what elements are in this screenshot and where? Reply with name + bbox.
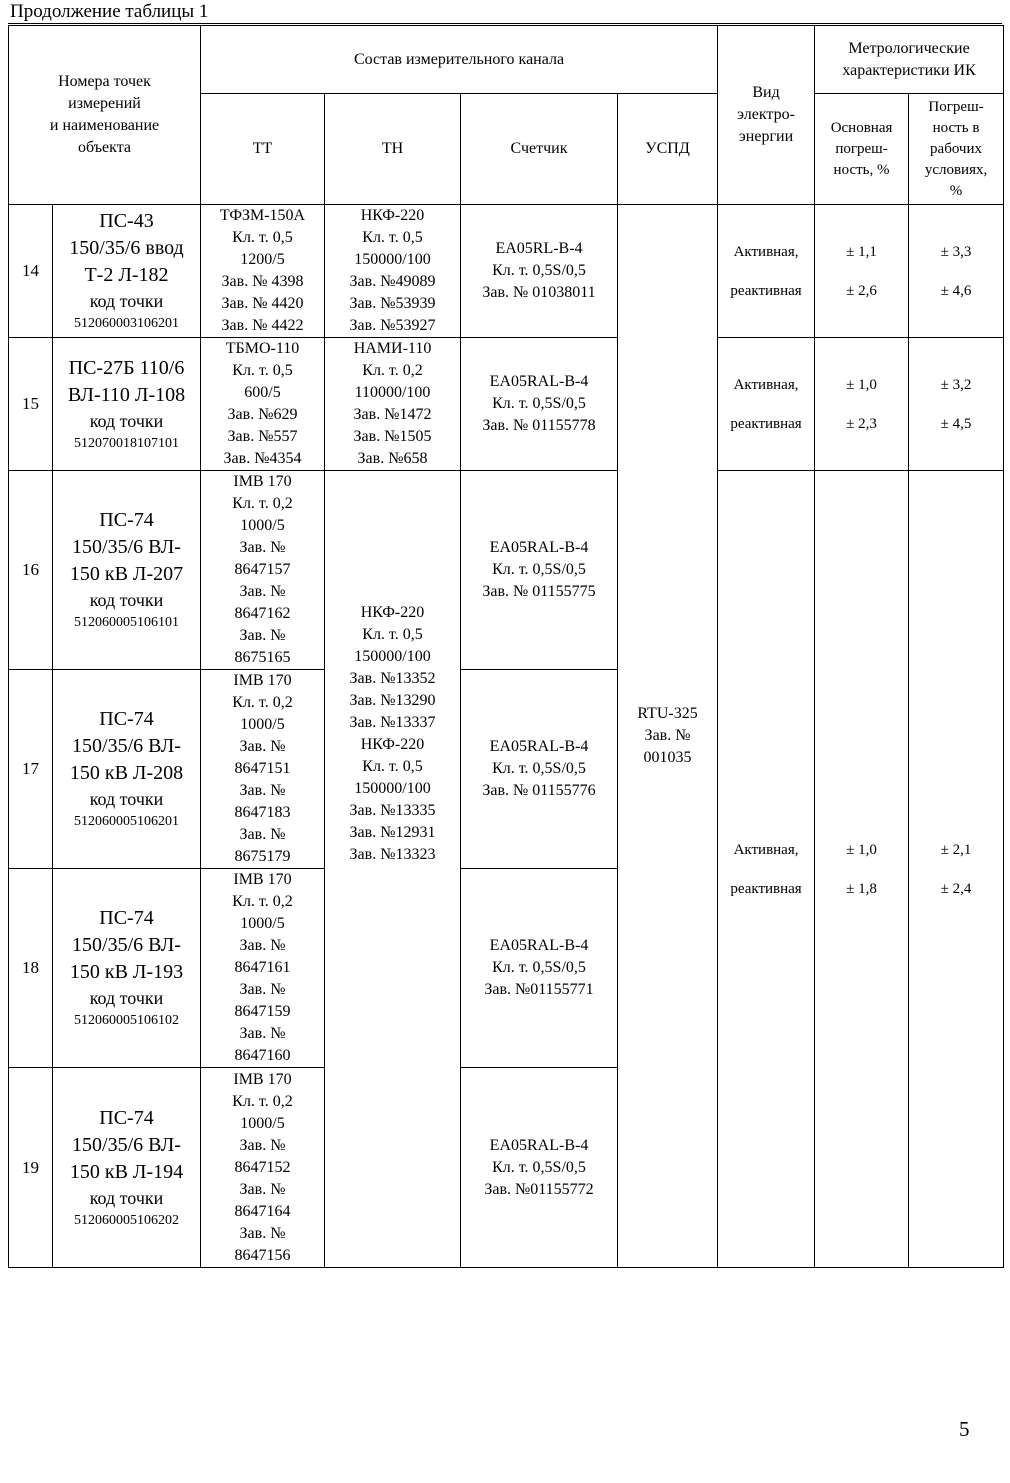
uspd-cell <box>618 205 718 1268</box>
text-line: Зав. №1472 <box>353 406 432 423</box>
value-line: ± 1,1 <box>846 243 877 260</box>
value-pair <box>720 242 812 301</box>
point-code: 512070018107101 <box>74 435 179 451</box>
value-line: ± 4,6 <box>940 282 972 299</box>
value-line: Активная, <box>733 841 799 858</box>
text-line: 8647152 <box>234 1158 291 1176</box>
text-line: 150000/100 <box>354 648 431 665</box>
text-line: характеристики ИК <box>842 61 976 79</box>
text-line: Основная <box>830 119 893 136</box>
text-line: 1000/5 <box>240 1114 285 1132</box>
tn-cell <box>325 338 461 471</box>
text-line: Зав. № <box>239 583 286 600</box>
meter-cell <box>461 471 618 670</box>
tt-cell <box>201 471 325 670</box>
text-line: 110000/100 <box>354 384 431 401</box>
energy-type-cell-shared <box>718 471 815 1268</box>
table-continuation-caption: Продолжение таблицы 1 <box>10 1 209 22</box>
text-line: 8647157 <box>234 561 291 578</box>
text-line: Кл. т. 0,5 <box>232 229 293 246</box>
text-line: энергии <box>738 128 794 145</box>
text-line: IMB 170 <box>233 871 292 888</box>
value-line: ± 2,6 <box>846 282 877 299</box>
text-line: 150 кВ Л-193 <box>69 961 184 983</box>
object-name-cell <box>53 670 201 869</box>
value-line: ± 2,1 <box>940 841 972 858</box>
page-number: 5 <box>959 1417 970 1441</box>
measurement-channels-table <box>8 25 1004 1268</box>
text-line: электро- <box>737 106 795 123</box>
text-line: Вид <box>752 84 780 101</box>
point-code: 512060005106202 <box>74 1212 179 1228</box>
text-line: Зав. №13335 <box>349 802 436 819</box>
value-pair <box>911 375 1001 434</box>
text-line: Зав. № <box>239 1136 286 1154</box>
header-metrology-group <box>815 26 1004 94</box>
text-line: Зав. № 4420 <box>221 295 304 312</box>
text-line: ность в <box>932 119 980 136</box>
text-line: НКФ-220 <box>360 207 425 224</box>
text-line: 150/35/6 ВЛ- <box>72 735 181 757</box>
text-line: НКФ-220 <box>360 604 425 621</box>
text-line: Кл. т. 0,5S/0,5 <box>492 1158 586 1176</box>
text-line: измерений <box>68 95 141 112</box>
text-line: Кл. т. 0,5 <box>232 362 293 379</box>
text-line: Зав. №4354 <box>223 450 302 467</box>
header-channel-group: Состав измерительного канала <box>201 26 718 94</box>
header-points <box>9 26 201 205</box>
text-line: 600/5 <box>244 384 281 401</box>
text-line: Зав. №01155771 <box>484 981 594 998</box>
point-code: 512060005106201 <box>74 814 179 829</box>
text-line: Метрологические <box>848 39 970 57</box>
text-line: RTU-325 <box>637 705 698 722</box>
text-line: Кл. т. 0,5S/0,5 <box>492 561 586 578</box>
basic-error-cell <box>815 338 909 471</box>
text-line: ПС-27Б 110/6 <box>68 356 185 379</box>
point-number: 18 <box>9 869 53 1068</box>
text-line: Зав. №557 <box>227 428 298 445</box>
text-line: Кл. т. 0,5S/0,5 <box>492 262 586 279</box>
text-line: Зав. №13352 <box>349 670 436 687</box>
tn-cell-shared <box>325 471 461 1268</box>
text-line: 150 кВ Л-194 <box>69 1160 184 1183</box>
value-line: реактивная <box>730 415 802 432</box>
text-line: Зав. №658 <box>357 450 428 467</box>
meter-cell <box>461 869 618 1068</box>
text-line: EA05RAL-B-4 <box>489 937 589 954</box>
text-line: 1200/5 <box>240 251 285 268</box>
point-code-label: код точки <box>89 291 164 311</box>
text-line: Зав. №13323 <box>349 846 436 863</box>
energy-type-cell <box>718 338 815 471</box>
text-line: 150 кВ Л-208 <box>69 762 184 784</box>
table-row <box>9 338 1004 471</box>
text-line: Зав. № 4398 <box>221 273 304 290</box>
text-line: Зав. № 4422 <box>221 317 304 334</box>
work-error-cell <box>909 338 1004 471</box>
meter-cell <box>461 1068 618 1268</box>
text-line: Кл. т. 0,2 <box>232 694 293 711</box>
basic-error-cell <box>815 205 909 338</box>
text-line: 001035 <box>643 749 692 766</box>
text-line: Номера точек <box>58 73 151 90</box>
header-meter: Счетчик <box>461 94 618 205</box>
text-line: ПС-43 <box>99 210 154 232</box>
text-line: объекта <box>78 139 131 156</box>
text-line: ТФЗМ-150А <box>219 207 306 224</box>
text-line: Зав. № 01155778 <box>482 417 596 434</box>
object-name-cell <box>53 205 201 338</box>
point-number: 17 <box>9 670 53 869</box>
text-line: 150/35/6 ВЛ- <box>72 934 181 956</box>
text-line: погреш- <box>835 140 888 157</box>
point-code-label: код точки <box>89 410 164 431</box>
text-line: Зав. №53939 <box>349 295 436 312</box>
header-tn: ТН <box>325 94 461 205</box>
text-line: EA05RAL-B-4 <box>489 373 589 390</box>
text-line: Кл. т. 0,2 <box>232 1092 293 1110</box>
text-line: Зав. №12931 <box>349 824 436 841</box>
text-line: ПС-74 <box>99 509 154 531</box>
text-line: EA05RL-B-4 <box>495 240 583 257</box>
basic-error-cell-shared <box>815 471 909 1268</box>
text-line: Зав. №01155772 <box>484 1180 594 1198</box>
text-line: ность, % <box>833 161 890 178</box>
value-pair <box>720 840 812 899</box>
text-line: и наименование <box>49 117 160 134</box>
text-line: Зав. №53927 <box>349 317 436 334</box>
text-line: 150000/100 <box>354 780 431 797</box>
text-line: Зав. №629 <box>227 406 298 423</box>
text-line: EA05RAL-B-4 <box>489 1136 589 1154</box>
value-line: ± 1,8 <box>846 880 877 897</box>
value-line: ± 2,4 <box>940 880 972 897</box>
value-pair <box>720 375 812 434</box>
value-line: ± 3,2 <box>940 376 972 393</box>
meter-cell <box>461 338 618 471</box>
text-line: Зав. №13290 <box>349 692 436 709</box>
text-line: 150/35/6 ВЛ- <box>72 1133 181 1156</box>
point-code-label: код точки <box>89 789 164 809</box>
tt-cell <box>201 869 325 1068</box>
point-code-label: код точки <box>89 590 164 610</box>
energy-type-cell <box>718 205 815 338</box>
value-pair <box>911 242 1001 301</box>
text-line: Кл. т. 0,5 <box>362 758 423 775</box>
value-line: реактивная <box>730 880 802 897</box>
text-line: Зав. № <box>239 539 286 556</box>
text-line: Зав. № <box>239 826 286 843</box>
text-line: НАМИ-110 <box>353 340 432 357</box>
value-pair <box>817 242 906 301</box>
point-code-label: код точки <box>89 988 164 1008</box>
text-line: Зав. № <box>239 981 286 998</box>
object-name-cell <box>53 869 201 1068</box>
value-line: ± 2,3 <box>846 415 877 432</box>
work-error-cell-shared <box>909 471 1004 1268</box>
text-line: Зав. №49089 <box>349 273 436 290</box>
text-line: 8647164 <box>234 1202 291 1220</box>
value-line: ± 1,0 <box>846 841 877 858</box>
value-line: Активная, <box>733 376 799 393</box>
text-line: 1000/5 <box>240 915 285 932</box>
text-line: 1000/5 <box>240 716 285 733</box>
tt-cell <box>201 1068 325 1268</box>
value-line: Активная, <box>733 243 799 260</box>
text-line: Зав. № <box>239 738 286 755</box>
text-line: рабочих <box>930 140 983 157</box>
meter-cell <box>461 205 618 338</box>
value-line: реактивная <box>730 282 802 299</box>
point-code: 512060003106201 <box>74 316 179 331</box>
text-line: Зав. №13337 <box>349 714 436 731</box>
object-name-cell <box>53 338 201 471</box>
text-line: 8675165 <box>234 649 291 666</box>
point-number: 19 <box>9 1068 53 1268</box>
text-line: IMB 170 <box>233 473 292 490</box>
text-line: Зав. № <box>239 1025 286 1042</box>
text-line: 150/35/6 ввод <box>69 237 184 259</box>
text-line: Зав. № 01155775 <box>482 583 596 600</box>
text-line: IMB 170 <box>233 1070 292 1088</box>
text-line: 8647162 <box>234 605 291 622</box>
text-line: НКФ-220 <box>360 736 425 753</box>
table-row <box>9 205 1004 338</box>
text-line: Зав. № 01038011 <box>482 284 596 301</box>
header-energy-type <box>718 26 815 205</box>
header-tt: ТТ <box>201 94 325 205</box>
text-line: ВЛ-110 Л-108 <box>67 383 186 406</box>
text-line: Зав. № <box>239 627 286 644</box>
text-line: 8647183 <box>234 804 291 821</box>
header-uspd: УСПД <box>618 94 718 205</box>
tt-cell <box>201 338 325 471</box>
text-line: Кл. т. 0,2 <box>232 495 293 512</box>
text-line: 150000/100 <box>354 251 431 268</box>
text-line: Кл. т. 0,2 <box>232 893 293 910</box>
text-line: Кл. т. 0,5 <box>362 229 423 246</box>
meter-cell <box>461 670 618 869</box>
text-line: 8647151 <box>234 760 291 777</box>
text-line: Кл. т. 0,5S/0,5 <box>492 395 586 412</box>
text-line: Т-2 Л-182 <box>84 264 169 286</box>
text-line: Кл. т. 0,5S/0,5 <box>492 959 586 976</box>
point-code: 512060005106101 <box>74 615 179 630</box>
object-name-cell <box>53 1068 201 1268</box>
text-line: Кл. т. 0,2 <box>362 362 423 379</box>
text-line: Зав. №1505 <box>353 428 432 445</box>
point-code: 512060005106102 <box>74 1013 179 1028</box>
text-line: 8647161 <box>234 959 291 976</box>
header-basic-error <box>815 94 909 205</box>
text-line: Зав. № <box>239 782 286 799</box>
point-number: 14 <box>9 205 53 338</box>
text-line: ПС-74 <box>99 708 154 730</box>
text-line: Кл. т. 0,5S/0,5 <box>492 760 586 777</box>
text-line: Зав. № 01155776 <box>482 782 596 799</box>
text-line: 8675179 <box>234 848 291 865</box>
point-number: 16 <box>9 471 53 670</box>
object-name-cell <box>53 471 201 670</box>
point-number: 15 <box>9 338 53 471</box>
text-line: Погреш- <box>928 98 984 115</box>
value-pair <box>817 375 906 434</box>
header-work-error <box>909 94 1004 205</box>
point-code-label: код точки <box>89 1187 164 1208</box>
text-line: 150/35/6 ВЛ- <box>72 536 181 558</box>
text-line: Зав. № <box>239 1224 286 1242</box>
text-line: ТБМО-110 <box>225 340 300 357</box>
value-line: ± 1,0 <box>846 376 877 393</box>
text-line: % <box>949 182 963 199</box>
text-line: 8647156 <box>234 1246 291 1264</box>
value-pair <box>817 840 906 899</box>
text-line: 8647160 <box>234 1047 291 1064</box>
value-line: ± 4,5 <box>940 415 972 432</box>
text-line: Зав. № <box>239 1180 286 1198</box>
tt-cell <box>201 205 325 338</box>
text-line: ПС-74 <box>99 907 154 929</box>
text-line: EA05RAL-B-4 <box>489 539 589 556</box>
tn-cell <box>325 205 461 338</box>
value-pair <box>911 840 1001 899</box>
tt-cell <box>201 670 325 869</box>
text-line: 150 кВ Л-207 <box>69 563 184 585</box>
text-line: IMB 170 <box>233 672 292 689</box>
text-line: Зав. № <box>644 727 691 744</box>
table-row <box>9 471 1004 670</box>
text-line: 1000/5 <box>240 517 285 534</box>
caption-rule <box>8 23 1002 24</box>
text-line: условиях, <box>924 161 988 178</box>
text-line: Кл. т. 0,5 <box>362 626 423 643</box>
text-line: Зав. № <box>239 937 286 954</box>
value-line: ± 3,3 <box>940 243 972 260</box>
text-line: 8647159 <box>234 1003 291 1020</box>
work-error-cell <box>909 205 1004 338</box>
text-line: ПС-74 <box>99 1106 154 1129</box>
text-line: EA05RAL-B-4 <box>489 738 589 755</box>
